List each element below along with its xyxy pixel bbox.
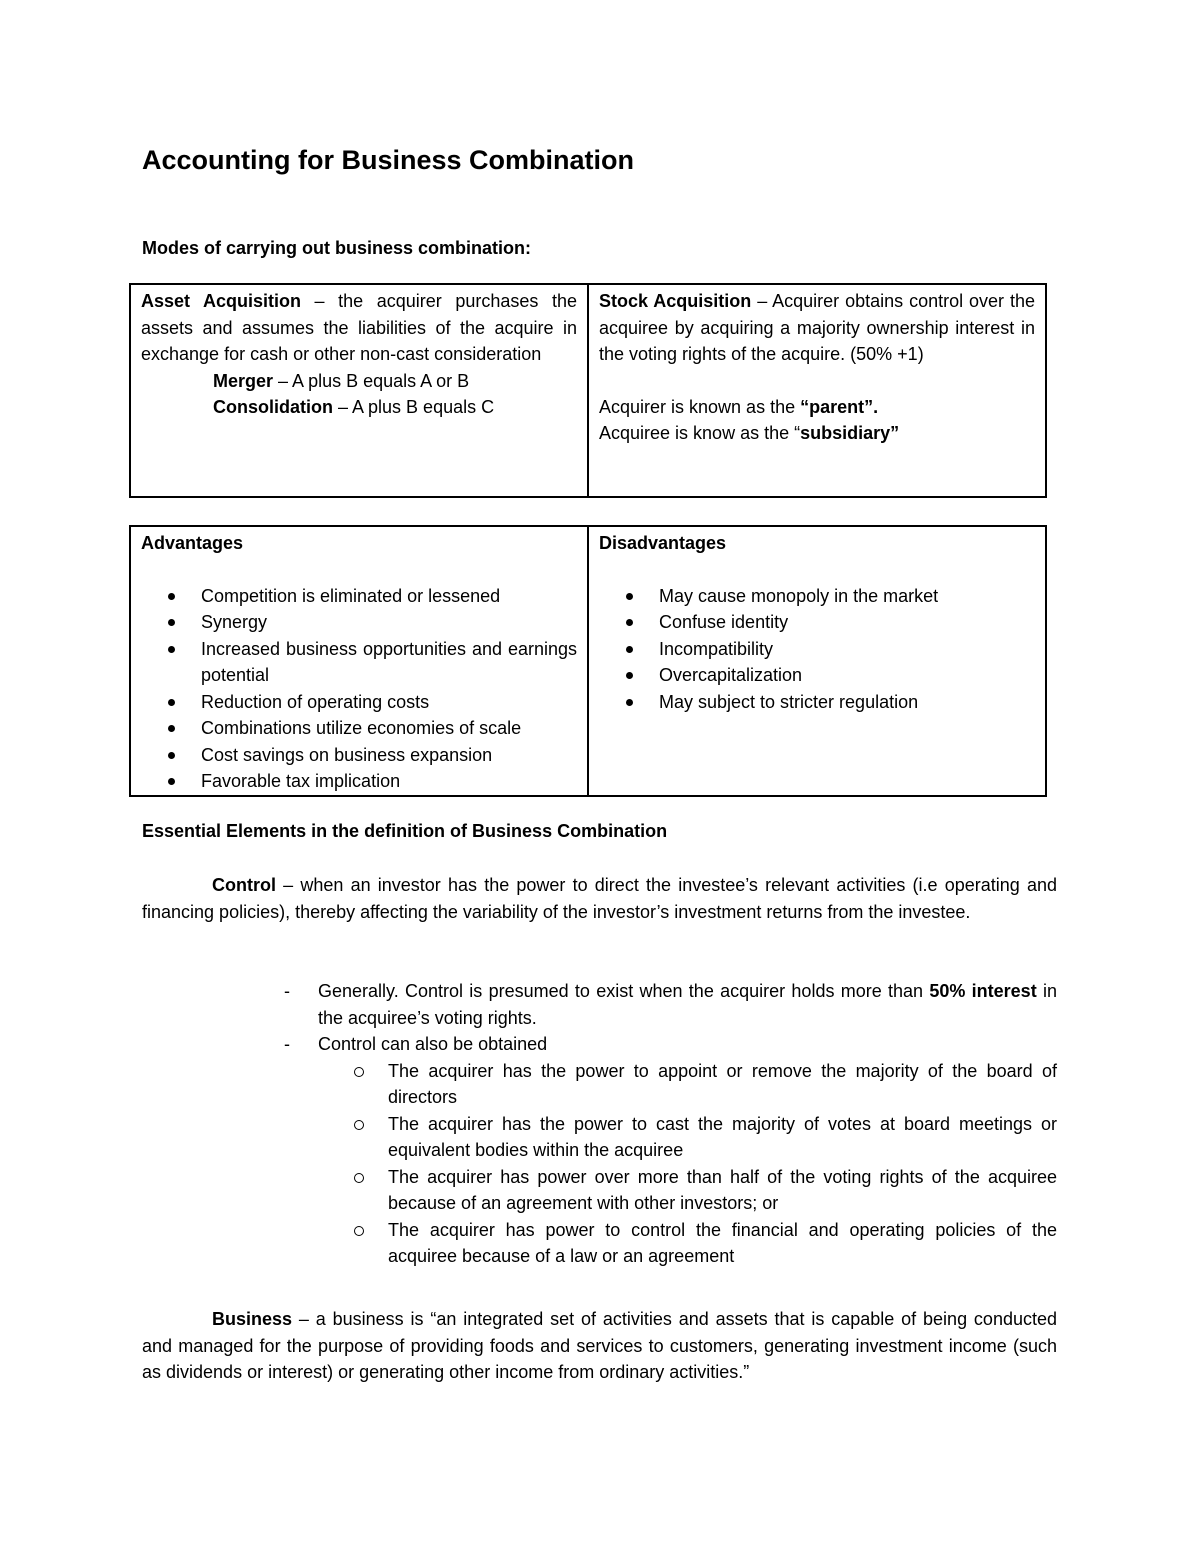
bullet-icon [168, 778, 175, 785]
list-item: The acquirer has the power to appoint or remove the majority of the board of directors [142, 1058, 1057, 1111]
essential-elements-heading: Essential Elements in the definition of Business Combination [142, 821, 668, 841]
stock-acquisition-term: Stock Acquisition [599, 291, 752, 311]
list-item: May subject to stricter regulation [599, 689, 1035, 716]
asset-acquisition-text: Asset Acquisition – the acquirer purchases the assets and assumes the liabilities of the acquire in exchange for cash or other non-cast consideration [141, 291, 578, 364]
bullet-icon [626, 699, 633, 706]
disadvantages-cell [588, 526, 1046, 796]
stock-acquisition-cell [588, 284, 1046, 497]
bullet-icon [168, 699, 175, 706]
circle-bullet-icon [354, 1173, 364, 1183]
list-item: Confuse identity [599, 609, 1035, 636]
asset-acquisition-cell [130, 284, 588, 497]
list-item: Combinations utilize economies of scale [141, 715, 577, 742]
bullet-icon [168, 752, 175, 759]
list-item: May cause monopoly in the market [599, 583, 1035, 610]
merger-line: Merger – A plus B equals A or B [213, 370, 470, 391]
list-item: Competition is eliminated or lessened [141, 583, 577, 610]
disadvantages-heading: Disadvantages [599, 533, 727, 553]
circle-bullet-icon [354, 1067, 364, 1077]
bullet-icon [168, 725, 175, 732]
list-item: Cost savings on business expansion [141, 742, 577, 769]
list-item: Reduction of operating costs [141, 689, 577, 716]
bullet-icon [168, 646, 175, 653]
list-item: The acquirer has the power to cast the majority of votes at board meetings or equivalent bodies within the acquiree [142, 1111, 1057, 1164]
bullet-icon [626, 672, 633, 679]
list-item: The acquirer has power to control the financial and operating policies of the acquiree because of a law or an agreement [142, 1217, 1057, 1270]
modes-heading: Modes of carrying out business combination: [142, 238, 532, 258]
consolidation-line: Consolidation – A plus B equals C [213, 397, 495, 417]
list-item: The acquirer has power over more than half of the voting rights of the acquiree because of an agreement with other investors; or [142, 1164, 1057, 1217]
control-points-list [142, 978, 1057, 1270]
bullet-icon [626, 646, 633, 653]
list-item: Increased business opportunities and earnings potential [141, 636, 577, 689]
bullet-icon [626, 593, 633, 600]
advantages-list [141, 583, 577, 795]
advantages-table [129, 525, 1047, 797]
dash-icon: - [284, 981, 290, 1001]
list-item: Incompatibility [599, 636, 1035, 663]
dash-icon: - [284, 1034, 290, 1054]
control-sub-list [318, 1058, 1057, 1270]
business-paragraph: Business – a business is “an integrated set of activities and assets that is capable of being conducted and managed for the purpose of providing foods and services to customers, generating investment income (such as dividends or interest) or generating other income from ordinary activities.” [142, 1309, 1057, 1382]
bullet-icon [168, 593, 175, 600]
parent-line: Acquirer is known as the “parent”. [599, 396, 879, 417]
list-item: Favorable tax implication [141, 768, 577, 795]
circle-bullet-icon [354, 1226, 364, 1236]
modes-table [129, 283, 1047, 498]
stock-acquisition-text: Stock Acquisition – Acquirer obtains control over the acquiree by acquiring a majority ownership interest in the voting rights of the acquire. (50% +1) [599, 291, 1035, 364]
subsidiary-line: Acquiree is know as the “subsidiary” [599, 423, 900, 443]
advantages-cell [130, 526, 588, 796]
control-term: Control [212, 875, 276, 895]
list-item: Overcapitalization [599, 662, 1035, 689]
asset-acquisition-term: Asset Acquisition [141, 291, 301, 311]
page-title: Accounting for Business Combination [142, 145, 635, 175]
bullet-icon [168, 619, 175, 626]
disadvantages-list [599, 583, 1035, 716]
list-item: Synergy [141, 609, 577, 636]
list-item: - Control can also be obtained The acquirer has the power to appoint or remove the majority of the board of directors The acquirer has the power to cast the majority of votes at board meetings or equivalent bodies within the acquiree The acquirer has power over more than half of the voting rights of the acquiree because of an agreement with other investors; or The acquirer has power to control the financial and operating policies of the acquiree because of a law or an agreement [142, 1031, 1057, 1270]
bullet-icon [626, 619, 633, 626]
document-page [141, 140, 1057, 1382]
circle-bullet-icon [354, 1120, 364, 1130]
control-paragraph: Control – when an investor has the power to direct the investee’s relevant activities (i.e operating and financing policies), thereby affecting the variability of the investor’s investment returns from the investee. [142, 875, 1057, 922]
business-term: Business [212, 1309, 293, 1329]
advantages-heading: Advantages [141, 533, 244, 553]
list-item: - Generally. Control is presumed to exist when the acquirer holds more than 50% interest in the acquiree’s voting rights. [142, 978, 1057, 1031]
